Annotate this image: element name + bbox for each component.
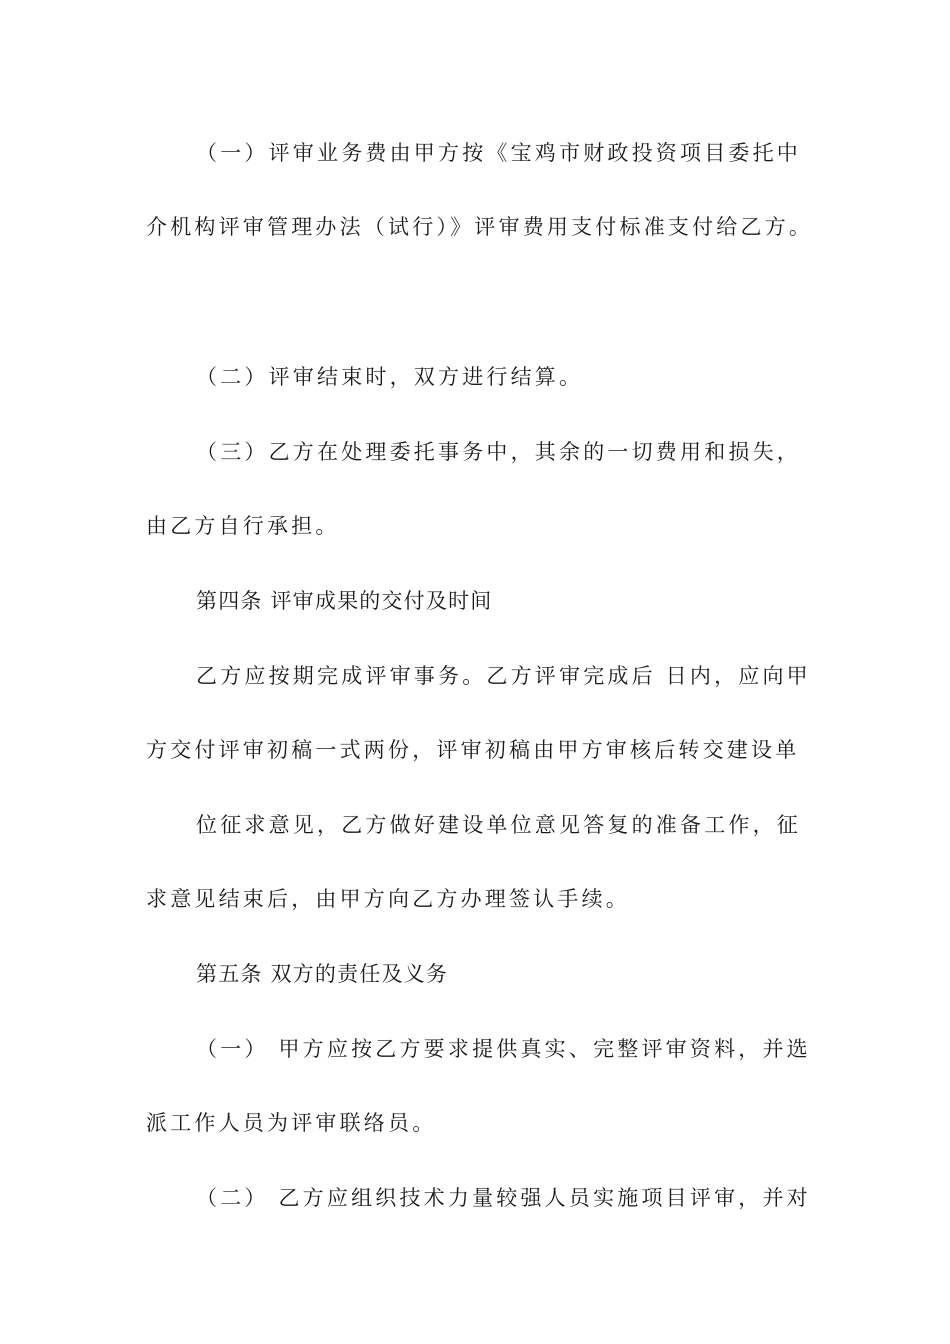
article-5-heading: 第五条 双方的责任及义务: [196, 962, 449, 986]
paragraph-1-line-2: 介机构评审管理办法（试行）》评审费用支付标准支付给乙方。: [146, 215, 814, 239]
paragraph-2-line-1: （二）评审结束时，双方进行结算。: [196, 365, 584, 389]
article-4-heading: 第四条 评审成果的交付及时间: [196, 589, 493, 613]
paragraph-6-line-1: （二） 乙方应组织技术力量较强人员实施项目评审，并对: [196, 1186, 811, 1210]
paragraph-3-line-1: （三）乙方在处理委托事务中，其余的一切费用和损失，: [196, 440, 801, 464]
paragraph-5-line-2: 派工作人员为评审联络员。: [146, 1111, 437, 1135]
paragraph-3-line-2: 由乙方自行承担。: [146, 514, 340, 538]
paragraph-4-line-4: 求意见结束后，由甲方向乙方办理签认手续。: [146, 887, 630, 911]
paragraph-5-line-1: （一） 甲方应按乙方要求提供真实、完整评审资料，并选: [196, 1037, 811, 1061]
paragraph-4-line-1: 乙方应按期完成评审事务。乙方评审完成后 日内，应向甲: [196, 664, 811, 688]
paragraph-4-line-2: 方交付评审初稿一式两份，评审初稿由甲方审核后转交建设单: [146, 738, 800, 762]
paragraph-1-line-1: （一）评审业务费由甲方按《宝鸡市财政投资项目委托中: [196, 141, 801, 165]
paragraph-4-line-3: 位征求意见，乙方做好建设单位意见答复的准备工作，征: [196, 813, 801, 837]
